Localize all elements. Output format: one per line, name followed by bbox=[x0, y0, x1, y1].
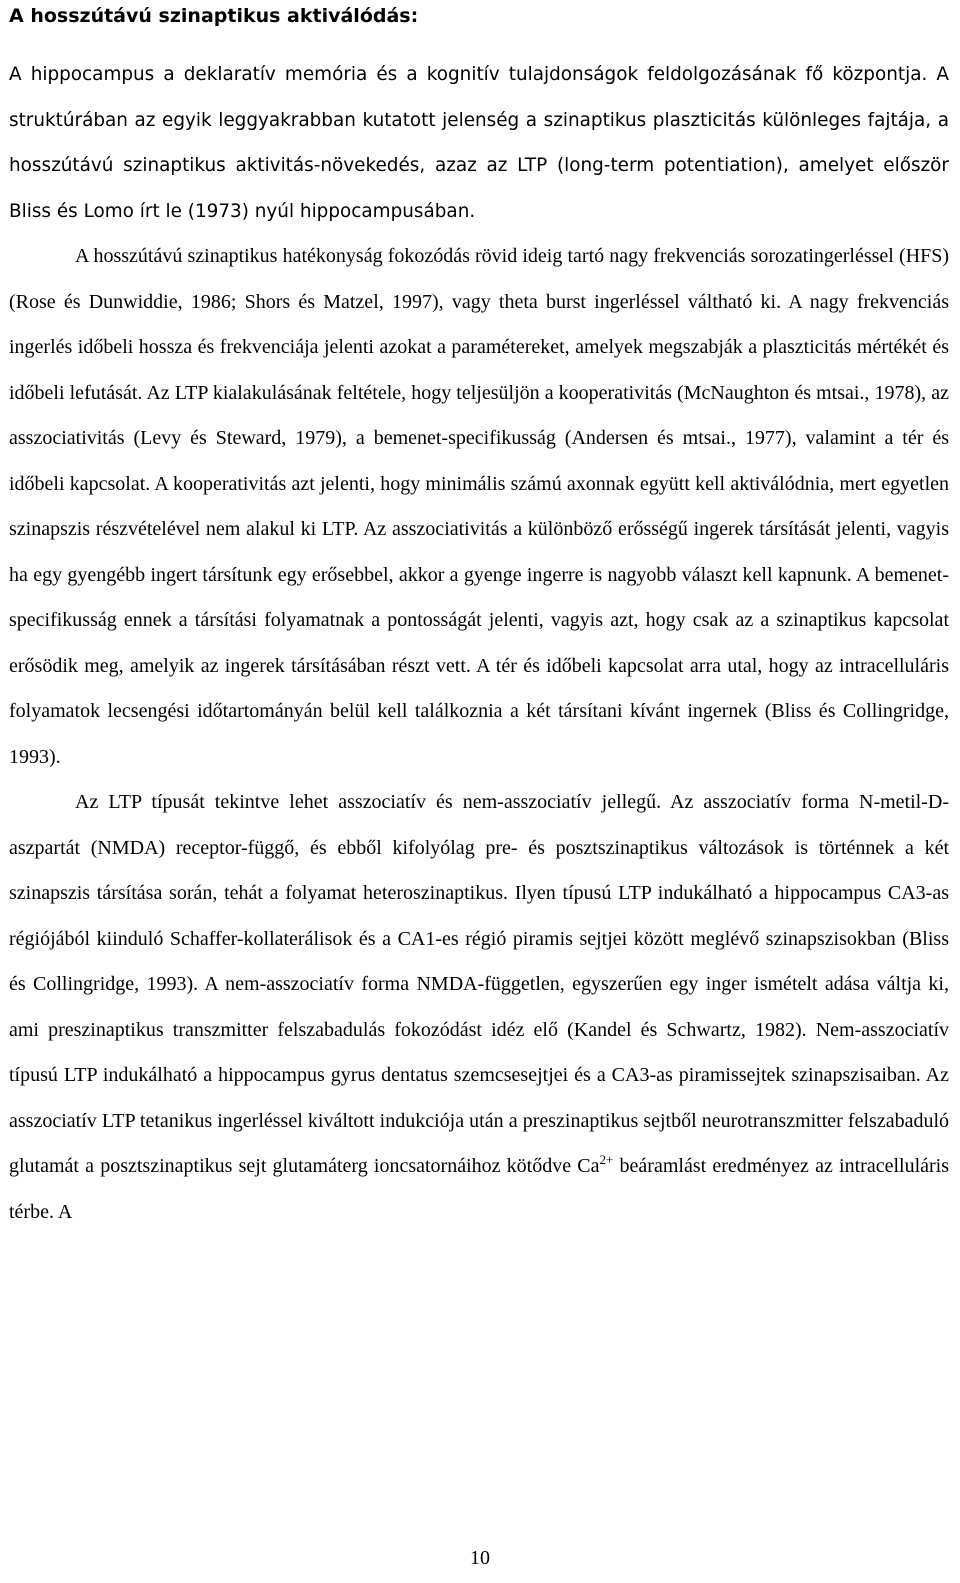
body-text bbox=[9, 52, 949, 1235]
paragraph-2: A hosszútávú szinaptikus hatékonyság fokozódás rövid ideig tartó nagy frekvenciás sorozatingerléssel (HFS) (Rose és Dunwiddie, 1986; Shors és Matzel, 1997), vagy theta burst ingerléssel váltható ki. A nagy frekvenciás ingerlés időbeli hossza és frekvenciája jelenti azokat a paramétereket, amelyek megszabják a plaszticitás mértékét és időbeli lefutását. Az LTP kialakulásának feltétele, hogy teljesüljön a kooperativitás (McNaughton és mtsai., 1978), az asszociativitás (Levy és Steward, 1979), a bemenet-specifikusság (Andersen és mtsai., 1977), valamint a tér és időbeli kapcsolat. A kooperativitás azt jelenti, hogy minimális számú axonnak együtt kell aktiválódnia, mert egyetlen szinapszis részvételével nem alakul ki LTP. Az asszociativitás a különböző erősségű ingerek társítását jelenti, vagyis ha egy gyengébb ingert társítunk egy erősebbel, akkor a gyenge ingerre is nagyobb választ kell kapnunk. A bemenet-specifikusság ennek a társítási folyamatnak a pontosságát jelenti, vagyis azt, hogy csak az a szinaptikus kapcsolat erősödik meg, amelyik az ingerek társításában részt vett. A tér és időbeli kapcsolat arra utal, hogy az intracelluláris folyamatok lecsengési időtartományán belül kell találkoznia a két társítani kívánt ingernek (Bliss és Collingridge, 1993). bbox=[9, 245, 949, 768]
calcium-charge-superscript: 2+ bbox=[599, 1152, 614, 1167]
page-number: 10 bbox=[470, 1547, 490, 1569]
paragraph-3-tail: beáramlást eredményez az intracelluláris térbe. A bbox=[9, 1155, 949, 1223]
section-heading: A hosszútávú szinaptikus aktiválódás: bbox=[9, 5, 419, 27]
paragraph-3-text: Az LTP típusát tekintve lehet asszociatív és nem-asszociatív jellegű. Az asszociatív forma N-metil-D-aszpartát (NMDA) receptor-függő, és ebből kifolyólag pre- és posztszinaptikus változások is történnek a két szinapszis társítása során, tehát a folyamat heteroszinaptikus. Ilyen típusú LTP indukálható a hippocampus CA3-as régiójából kiinduló Schaffer-kollaterálisok és a CA1-es régió piramis sejtjei között meglévő szinapszisokban (Bliss és Collingridge, 1993). A nem-asszociatív forma NMDA-független, egyszerűen egy inger ismételt adása váltja ki, ami preszinaptikus transzmitter felszabadulás fokozódást idéz elő (Kandel és Schwartz, 1982). Nem-asszociatív típusú LTP indukálható a hippocampus gyrus dentatus szemcsesejtjei és a CA3-as piramissejtek szinapszisaiban. Az asszociatív LTP tetanikus ingerléssel kiváltott indukciója után a preszinaptikus sejtből neurotranszmitter felszabaduló glutamát a posztszinaptikus sejt glutamáterg ioncsatornáihoz kötődve Ca bbox=[9, 791, 949, 1177]
paragraph-1: A hippocampus a deklaratív memória és a kognitív tulajdonságok feldolgozásának fő központja. A struktúrában az egyik leggyakrabban kutatott jelenség a szinaptikus plaszticitás különleges fajtája, a hosszútávú szinaptikus aktivitás-növekedés, azaz az LTP (long-term potentiation), amelyet először Bliss és Lomo írt le (1973) nyúl hippocampusában. bbox=[9, 64, 949, 222]
paragraph-3 bbox=[9, 780, 949, 1235]
